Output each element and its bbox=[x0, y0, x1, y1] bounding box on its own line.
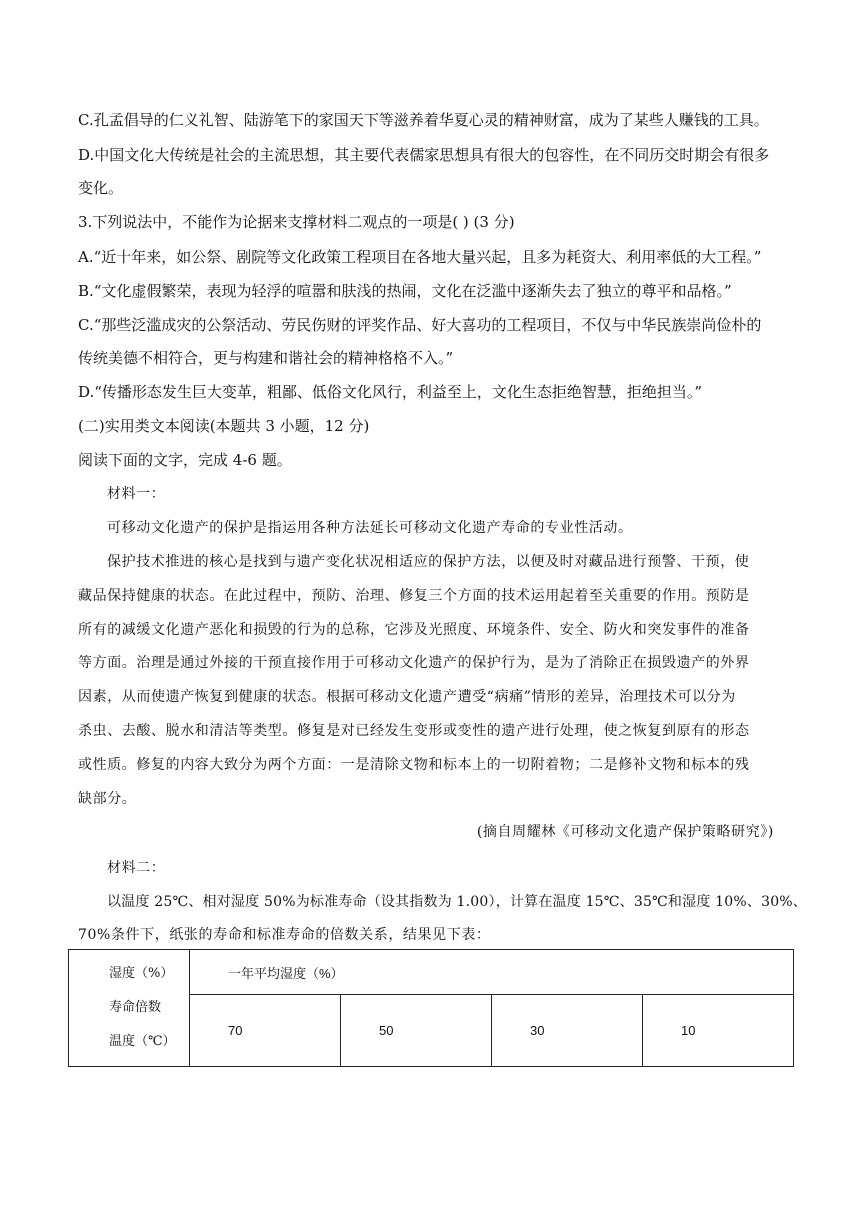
section-heading: (二)实用类文本阅读(本题共 3 小题，12 分) bbox=[78, 417, 370, 435]
material1-para2-line: 所有的减缓文化遗产恶化和损毁的行为的总称，它涉及光照度、环境条件、安全、防火和突发事件的准备 bbox=[78, 622, 750, 638]
q3-option-c-cont: 传统美德不相符合，更与构建和谐社会的精神格格不入。” bbox=[78, 349, 454, 367]
corner-life-label: 寿命倍数 bbox=[109, 1000, 162, 1015]
material1-source: (摘自周耀林《可移动文化遗产保护策略研究》) bbox=[476, 824, 774, 840]
question-3: 3.下列说法中，不能作为论据来支撑材料二观点的一项是( ) (3 分) bbox=[78, 213, 515, 231]
reading-instruction: 阅读下面的文字，完成 4-6 题。 bbox=[78, 451, 292, 469]
material1-para2-line: 因素，从而使遗产恢复到健康的状态。根据可移动文化遗产遭受“病痛”情形的差异，治理技术可以分为 bbox=[78, 689, 736, 705]
q3-option-d: D.“传播形态发生巨大变革，粗鄙、低俗文化风行，利益至上，文化生态拒绝智慧，拒绝担当。” bbox=[78, 383, 703, 401]
material1-para2-line: 等方面。治理是通过外接的干预直接作用于可移动文化遗产的保护行为，是为了消除正在损毁遗产的外界 bbox=[78, 655, 750, 671]
material1-para2-line: 保护技术推进的核心是找到与遗产变化状况相适应的保护方法，以便及时对藏品进行预警、干预，使 bbox=[107, 554, 750, 570]
paper-life-table bbox=[68, 949, 794, 1067]
material1-para2-line: 藏品保持健康的状态。在此过程中，预防、治理、修复三个方面的技术运用起着至关重要的作用。预防是 bbox=[78, 588, 750, 604]
material1-heading: 材料一： bbox=[107, 486, 166, 502]
corner-temperature-label: 温度（℃） bbox=[109, 1034, 176, 1049]
table-column-10: 10 bbox=[643, 995, 794, 1067]
table-column-50: 50 bbox=[341, 995, 492, 1067]
option-d-line-cont: 变化。 bbox=[78, 179, 124, 197]
q3-option-b: B.“文化虚假繁荣，表现为轻浮的喧嚣和肤浅的热闹，文化在泛滥中逐渐失去了独立的尊平和品格。” bbox=[78, 282, 732, 300]
material2-heading: 材料二： bbox=[107, 860, 166, 876]
table-corner-cell bbox=[69, 950, 190, 1067]
corner-humidity-label: 湿度（%） bbox=[109, 966, 174, 981]
option-c-line: C.孔孟倡导的仁义礼智、陆游笔下的家国天下等滋养着华夏心灵的精神财富，成为了某些人赚钱的工具。 bbox=[78, 111, 769, 129]
material2-para-line: 以温度 25℃、相对湿度 50%为标准寿命（设其指数为 1.00），计算在温度 15℃、35℃和湿度 10%、30%、 bbox=[107, 894, 807, 910]
material1-para1: 可移动文化遗产的保护是指运用各种方法延长可移动文化遗产寿命的专业性活动。 bbox=[107, 520, 633, 536]
material1-para2-line: 缺部分。 bbox=[78, 791, 137, 807]
table-header-humidity: 一年平均湿度（%） bbox=[190, 950, 794, 995]
material2-para-line: 70%条件下，纸张的寿命和标准寿命的倍数关系，结果见下表： bbox=[78, 927, 491, 943]
table-column-30: 30 bbox=[492, 995, 643, 1067]
material1-para2-line: 或性质。修复的内容大致分为两个方面：一是清除文物和标本上的一切附着物；二是修补文物和标本的残 bbox=[78, 757, 750, 773]
q3-option-c: C.“那些泛滥成灾的公祭活动、劳民伤财的评奖作品、好大喜功的工程项目，不仅与中华民族崇尚俭朴的 bbox=[78, 316, 762, 334]
option-d-line: D.中国文化大传统是社会的主流思想，其主要代表儒家思想具有很大的包容性，在不同历交时期会有很多 bbox=[78, 146, 770, 164]
q3-option-a: A.“近十年来，如公祭、剧院等文化政策工程项目在各地大量兴起，且多为耗资大、利用率低的大工程。” bbox=[78, 248, 762, 266]
material1-para2-line: 杀虫、去酸、脱水和清洁等类型。修复是对已经发生变形或变性的遗产进行处理，使之恢复到原有的形态 bbox=[78, 723, 750, 739]
table-column-70: 70 bbox=[190, 995, 341, 1067]
